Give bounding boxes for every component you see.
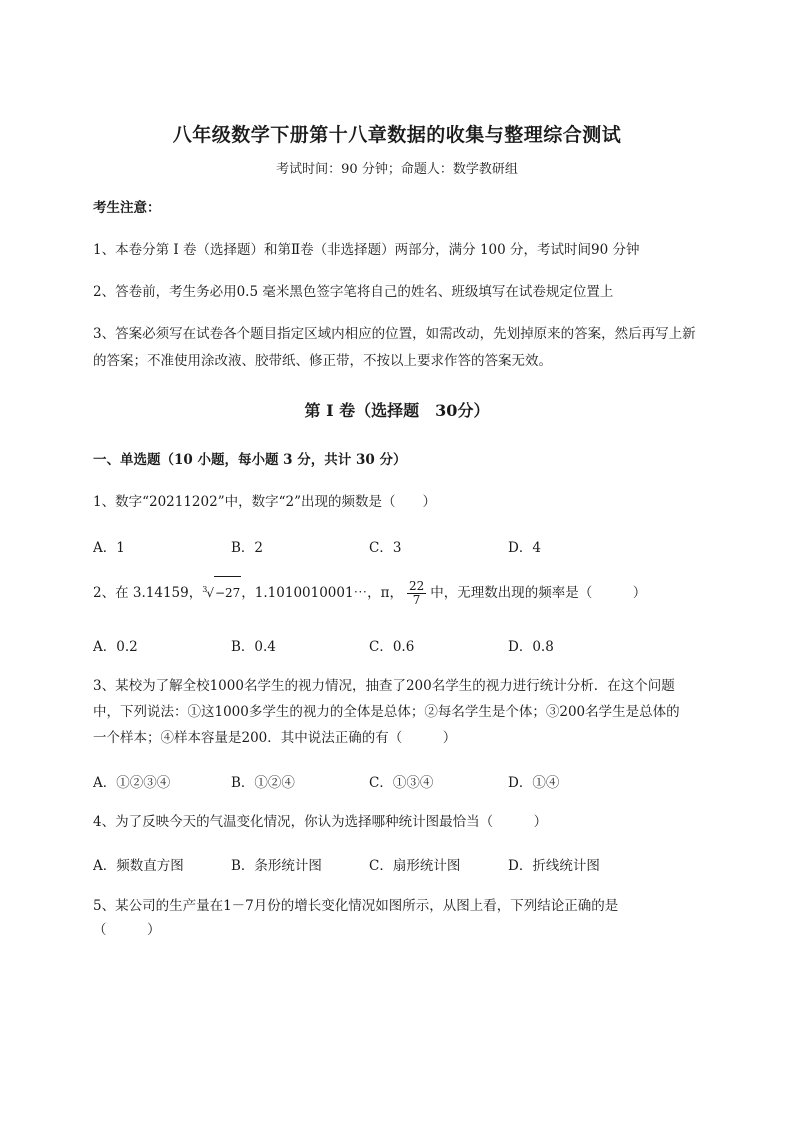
question-3-line-1: 3、某校为了解全校1000名学生的视力情况，抽查了200名学生的视力进行统计分析．在这个问题 — [93, 678, 675, 694]
question-2-stem-mid: ，1.1010010001⋯，π， — [241, 585, 403, 601]
fraction-expression — [407, 580, 426, 607]
fraction-denominator: 7 — [412, 593, 421, 607]
question-2-option-a: A．0.2 — [93, 639, 138, 655]
question-2-stem — [93, 576, 646, 611]
question-5-line-2: （ ） — [93, 922, 161, 938]
question-2-option-c: C．0.6 — [369, 639, 415, 655]
cube-root-expression: $^3$√−27 — [202, 576, 241, 611]
question-2-stem-prefix: 2、在 3.14159， — [93, 585, 203, 601]
question-4-option-d: D．折线统计图 — [508, 858, 600, 874]
question-3-line-2: 中，下列说法：①这1000多学生的视力的全体是总体；②每名学生是个体；③200名学生是总体的 — [93, 704, 680, 720]
part-heading: 一、单选题（10 小题，每小题 3 分，共计 30 分） — [93, 452, 407, 468]
question-1-stem: 1、数字“20211202”中，数字“2”出现的频数是（ ） — [93, 494, 436, 510]
note-item-3-cont: 的答案；不准使用涂改液、胶带纸、修正带，不按以上要求作答的答案无效。 — [93, 353, 552, 369]
question-3-option-b: B．①②④ — [231, 775, 295, 791]
question-4-stem: 4、为了反映今天的气温变化情况，你认为选择哪种统计图最恰当（ ） — [93, 814, 548, 830]
note-item-1: 1、本卷分第 I 卷（选择题）和第Ⅱ卷（非选择题）两部分，满分 100 分，考试时间90 分钟 — [93, 242, 640, 258]
question-3-line-3: 一个样本；④样本容量是200．其中说法正确的有（ ） — [93, 730, 457, 746]
exam-info: 考试时间：90 分钟；命题人：数学教研组 — [276, 162, 518, 177]
note-item-3: 3、答案必须写在试卷各个题目指定区域内相应的位置，如需改动，先划掉原来的答案，然后再写上新 — [93, 326, 696, 342]
question-3-option-c: C．①③④ — [369, 775, 434, 791]
root-index: 3 — [202, 585, 208, 594]
question-5-line-1: 5、某公司的生产量在1－7月份的增长变化情况如图所示，从图上看，下列结论正确的是 — [93, 898, 619, 914]
question-1-option-b: B．2 — [231, 540, 264, 556]
page-title: 八年级数学下册第十八章数据的收集与整理综合测试 — [172, 124, 622, 146]
question-2-option-b: B．0.4 — [231, 639, 276, 655]
question-4-option-a: A．频数直方图 — [93, 858, 184, 874]
question-3-option-a: A．①②③④ — [93, 775, 171, 791]
question-2-option-d: D．0.8 — [508, 639, 554, 655]
question-4-option-b: B．条形统计图 — [231, 858, 322, 874]
question-3-option-d: D．①④ — [508, 775, 560, 791]
question-2-stem-suffix: 中，无理数出现的频率是（ ） — [430, 585, 647, 601]
root-radicand: −27 — [214, 576, 241, 609]
question-4-option-c: C．扇形统计图 — [369, 858, 461, 874]
question-1-option-a: A．1 — [93, 540, 125, 556]
fraction-numerator: 22 — [408, 579, 425, 593]
section-title: 第 I 卷（选择题 30分） — [304, 401, 490, 420]
question-1-option-c: C．3 — [369, 540, 402, 556]
notes-heading: 考生注意： — [93, 200, 161, 216]
note-item-2: 2、答卷前，考生务必用0.5 毫米黑色签字笔将自己的姓名、班级填写在试卷规定位置上 — [93, 284, 614, 300]
question-1-option-d: D．4 — [508, 540, 541, 556]
